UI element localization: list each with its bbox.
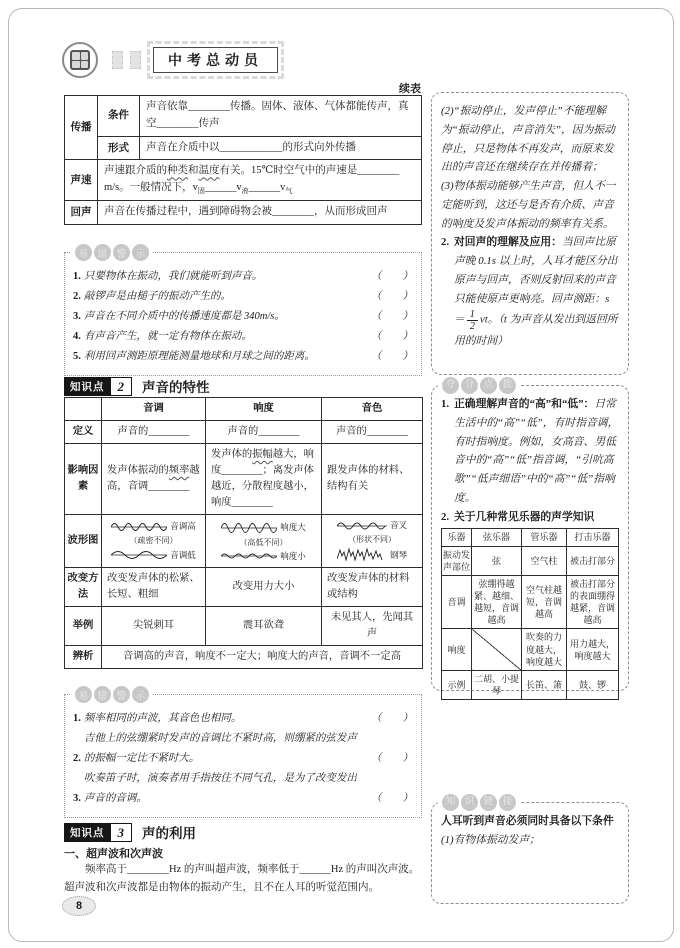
speed-l2-t1: m/s。一般情况下，v bbox=[104, 182, 198, 194]
item-number: 1. bbox=[441, 398, 450, 410]
waveform-timbre-cell bbox=[322, 514, 423, 567]
quiz-item-number: 3. bbox=[73, 310, 81, 322]
row-label-factors: 影响因素 bbox=[65, 443, 102, 514]
badge-char: 示 bbox=[132, 244, 149, 261]
quiz-item-text: 声音在不同介质中的传播速度都是 340m/s。 bbox=[83, 310, 285, 322]
quiz-item bbox=[73, 287, 413, 307]
badge-char: 知 bbox=[442, 794, 459, 811]
quiz-item-text: 只要物体在振动，我们就能听到声音。 bbox=[83, 271, 263, 282]
kp-title: 声音的特性 bbox=[142, 380, 210, 395]
page-title: 中考总动员 bbox=[153, 47, 278, 73]
waveform-pitch-cell bbox=[102, 514, 206, 567]
badge-char: 易 bbox=[75, 244, 92, 261]
wave-note: （疏密不同） bbox=[129, 535, 178, 545]
col-header-string: 弦乐器 bbox=[472, 529, 522, 546]
instruments-table bbox=[441, 528, 619, 700]
badge-char: 错 bbox=[94, 244, 111, 261]
table-row bbox=[65, 136, 422, 160]
row-label-loudness: 响度 bbox=[442, 629, 472, 670]
table-row bbox=[65, 160, 422, 201]
col-header-percussion: 打击乐器 bbox=[567, 529, 619, 546]
quiz1-badge-icon bbox=[71, 244, 153, 261]
fraction-one-half bbox=[467, 309, 478, 333]
item-title: 正确理解声音的“高”和“低”： bbox=[454, 398, 595, 410]
analysis-text: 音调高的声音，响度不一定大；响度大的声音，音调不一定高 bbox=[102, 645, 423, 668]
note-point-3: (3)物体振动能够产生声音，但人不一定能听到，这还与是否有介质、声音的响度及发声体振动的频率有关系。 bbox=[441, 180, 616, 230]
speed-text bbox=[98, 160, 422, 201]
item-number: 2. bbox=[441, 510, 450, 523]
table-row bbox=[65, 201, 422, 225]
row-label-speed: 声速 bbox=[65, 160, 98, 201]
factors-timbre: 跟发声体的材料、结构有关 bbox=[322, 443, 423, 514]
answer-parentheses: （ ） bbox=[371, 350, 413, 362]
badge-char: 拨 bbox=[499, 377, 516, 394]
cell: 用力越大，响度越大 bbox=[567, 629, 619, 670]
quiz-item-number: 3. bbox=[73, 792, 81, 804]
row-label-example: 示例 bbox=[442, 670, 472, 699]
row-label-change-method: 改变方法 bbox=[65, 568, 102, 607]
kp-badge: 知识点 bbox=[64, 377, 111, 396]
note-point-2: (2)“振动停止，发声停止”不能理解为“振动停止，声音消失”，因为振动停止，只是物体不再发声，而原来发出的声音还在继续存在并传播着； bbox=[441, 105, 615, 174]
quiz-item-text: 吉他上的弦绷紧时发声的音调比不紧时高，则绷紧的弦发声的振幅一定比不紧时大。 bbox=[83, 732, 357, 764]
item-title: 对回声的理解及应用： bbox=[454, 236, 562, 249]
quiz-item bbox=[73, 709, 413, 729]
sound-characteristics-table bbox=[64, 397, 423, 669]
wave-note: （形状不同） bbox=[348, 534, 396, 544]
quiz-item-number: 2. bbox=[73, 290, 81, 302]
quiz-item-text: 有声音产生，就一定有物体在振动。 bbox=[83, 330, 252, 342]
badge-char: 点 bbox=[480, 377, 497, 394]
speed-l2-t2: ______v bbox=[204, 182, 242, 194]
publisher-logo-icon bbox=[62, 42, 98, 78]
speed-seg1: 声速跟介质的 bbox=[104, 165, 167, 177]
table-row bbox=[442, 670, 619, 699]
quiz-item-number: 5. bbox=[73, 350, 81, 362]
high-pitch-wave-icon bbox=[111, 519, 167, 535]
example-loudness: 震耳欲聋 bbox=[206, 607, 322, 646]
soft-wave-icon bbox=[221, 549, 277, 563]
quiz-item bbox=[73, 729, 413, 769]
badge-char: 错 bbox=[94, 686, 111, 703]
ultrasound-paragraph: 频率高于________Hz 的声叫超声波，频率低于______Hz 的声叫次声波。超声波和次声波都是由物体的振动产生，且不在人耳的听觉范围内。 bbox=[64, 864, 420, 894]
change-loudness: 改变用力大小 bbox=[206, 568, 322, 607]
wave-label: 音叉 bbox=[389, 520, 407, 531]
knowledge-point-2-heading bbox=[64, 376, 210, 396]
echo-note-item bbox=[441, 233, 619, 350]
diagonal-slash-cell bbox=[472, 629, 522, 670]
cell: 鼓、锣 bbox=[567, 670, 619, 699]
echo-text-a: 当回声比原声晚 0.1s 以上时，人耳才能区分出原声与回声，否则反射回来的声音只能使原声更响亮。回声测距：s＝ bbox=[454, 236, 618, 326]
col-header-timbre: 音色 bbox=[322, 398, 423, 421]
table-row bbox=[65, 96, 422, 137]
table-row bbox=[65, 645, 423, 668]
echo-text-b: vt。（t 为声音从发出到返回所用的时间） bbox=[454, 313, 618, 348]
badge-char: 夺 bbox=[442, 377, 459, 394]
sub-label-condition: 条件 bbox=[98, 96, 140, 137]
quiz-item bbox=[73, 347, 413, 367]
factors-pitch-em: 频率 bbox=[168, 464, 190, 476]
row-label-propagation: 传播 bbox=[65, 96, 98, 160]
page-number-badge: 8 bbox=[62, 896, 96, 916]
cell: 被击打部分的表面绷得越紧，音调越高 bbox=[567, 575, 619, 629]
corner-cell: 乐器 bbox=[442, 529, 472, 546]
col-header-loudness: 响度 bbox=[206, 398, 322, 421]
echo-note-body bbox=[454, 233, 619, 350]
tips-item-1 bbox=[441, 395, 619, 508]
knowledge-link-box bbox=[431, 796, 629, 904]
quiz-item-text: 频率相同的声波，其音色也相同。 bbox=[83, 713, 242, 724]
cell: 二胡、小提琴 bbox=[472, 670, 522, 699]
link-item-1: (1)有物体振动发声； bbox=[441, 833, 540, 846]
scoring-tips-box bbox=[431, 379, 629, 697]
cell: 弦 bbox=[472, 546, 522, 575]
factors-loudness bbox=[206, 443, 322, 514]
true-false-quiz-1 bbox=[64, 248, 422, 376]
quiz-item-number: 1. bbox=[73, 713, 81, 724]
kp-badge: 知识点 bbox=[64, 823, 111, 842]
condition-text: 声音依靠________传播。固体、液体、气体都能传声，真空________传声 bbox=[140, 96, 422, 137]
table-row bbox=[65, 607, 423, 646]
factors-loudness-seg: 发声体的 bbox=[211, 448, 253, 460]
kp-title: 声的利用 bbox=[142, 826, 196, 841]
table-row bbox=[65, 514, 423, 567]
speed-line2 bbox=[104, 180, 415, 197]
wave-label: 钢琴 bbox=[389, 549, 407, 560]
row-label-waveform: 波形图 bbox=[65, 514, 102, 567]
badge-char: 链 bbox=[480, 794, 497, 811]
factors-pitch bbox=[102, 443, 206, 514]
wave-label: 音调高 bbox=[170, 521, 196, 532]
definition-pitch: 声音的________ bbox=[102, 420, 206, 443]
piano-wave-icon bbox=[337, 546, 387, 564]
cell: 空气柱越短，音调越高 bbox=[522, 575, 567, 629]
table-row bbox=[65, 568, 423, 607]
speed-sub-solid: 固 bbox=[197, 187, 205, 196]
speed-sub-liquid: 液 bbox=[241, 187, 249, 196]
answer-parentheses: （ ） bbox=[371, 310, 413, 322]
example-pitch: 尖锐刺耳 bbox=[102, 607, 206, 646]
change-timbre: 改变发声体的材料或结构 bbox=[322, 568, 423, 607]
tuning-fork-wave-icon bbox=[337, 518, 387, 534]
wave-label: 音调低 bbox=[170, 549, 196, 560]
form-text: 声音在介质中以____________的形式向外传播 bbox=[140, 136, 422, 160]
knowledge-point-3-heading bbox=[64, 822, 196, 842]
row-label-definition: 定义 bbox=[65, 420, 102, 443]
answer-parentheses: （ ） bbox=[371, 713, 413, 724]
sub-label-form: 形式 bbox=[98, 136, 140, 160]
kp-number: 2 bbox=[111, 377, 133, 396]
badge-char: 警 bbox=[113, 686, 130, 703]
waveform-loudness-cell bbox=[206, 514, 322, 567]
table-row bbox=[442, 575, 619, 629]
badge-char: 识 bbox=[461, 794, 478, 811]
side-note-continuation bbox=[431, 92, 629, 375]
speed-seg3: 有关。15℃时空气中的声速是________ bbox=[219, 165, 400, 177]
change-pitch: 改变发声体的松紧、长短、粗细 bbox=[102, 568, 206, 607]
row-label-pitch: 音调 bbox=[442, 575, 472, 629]
table-row bbox=[65, 443, 423, 514]
quiz-item bbox=[73, 267, 413, 287]
table-header-row bbox=[65, 398, 423, 421]
quiz-item bbox=[73, 327, 413, 347]
speed-em1: 种类 bbox=[167, 165, 188, 177]
continued-table-label: 续表 bbox=[399, 83, 421, 95]
subsection-heading: 一、超声波和次声波 bbox=[64, 848, 163, 860]
cell: 吹奏的力度越大，响度越大 bbox=[522, 629, 567, 670]
table-row bbox=[442, 629, 619, 670]
quiz-item-text: 敲锣声是由槌子的振动产生的。 bbox=[83, 290, 231, 302]
factors-pitch-seg: 越高，音调________ bbox=[107, 464, 200, 492]
badge-char: 警 bbox=[113, 244, 130, 261]
cell: 空气柱 bbox=[522, 546, 567, 575]
answer-parentheses: （ ） bbox=[371, 271, 413, 282]
cell: 长笛、箫 bbox=[522, 670, 567, 699]
fraction-denominator: 2 bbox=[469, 320, 475, 332]
quiz-item-number: 1. bbox=[73, 271, 81, 282]
answer-parentheses: （ ） bbox=[371, 290, 413, 302]
speed-sub-gas: 气 bbox=[285, 187, 293, 196]
badge-char: 示 bbox=[132, 686, 149, 703]
table-row bbox=[442, 546, 619, 575]
factors-pitch-seg: 发声体振动的 bbox=[107, 464, 169, 476]
link-badge-icon bbox=[438, 794, 520, 811]
answer-parentheses: （ ） bbox=[371, 792, 413, 804]
definition-timbre: 声音的________ bbox=[322, 420, 423, 443]
row-label-analysis: 辨析 bbox=[65, 645, 102, 668]
propagation-table bbox=[64, 95, 422, 225]
answer-parentheses: （ ） bbox=[371, 752, 413, 764]
cell: 弦绷得越紧、越细、越短，音调越高 bbox=[472, 575, 522, 629]
wave-note: （高低不同） bbox=[239, 537, 288, 547]
quiz-item-number: 2. bbox=[73, 752, 81, 764]
speed-em2: 温度 bbox=[198, 165, 220, 177]
true-false-quiz-2 bbox=[64, 690, 422, 818]
echo-text: 声音在传播过程中，遇到障碍物会被________，从而形成回声 bbox=[98, 201, 422, 225]
quiz-item-text: 吹奏笛子时，演奏者用手指按住不同气孔，是为了改变发出声音的音调。 bbox=[83, 772, 357, 804]
link-title: 人耳听到声音必须同时具备以下条件 bbox=[441, 815, 614, 827]
example-timbre: 未见其人，先闻其声 bbox=[322, 607, 423, 646]
row-label-vibrating-part: 振动发声部位 bbox=[442, 546, 472, 575]
page-header bbox=[62, 42, 422, 78]
badge-char: 接 bbox=[499, 794, 516, 811]
quiz-item-number: 4. bbox=[73, 330, 81, 342]
item-number: 2. bbox=[441, 236, 450, 249]
speed-seg2: 和 bbox=[188, 165, 199, 177]
factors-loudness-em: 振幅 bbox=[252, 448, 273, 460]
wave-label: 响度小 bbox=[280, 550, 306, 561]
quiz2-badge-icon bbox=[71, 686, 153, 703]
speed-l2-t3: ______v bbox=[248, 182, 286, 194]
answer-parentheses: （ ） bbox=[371, 330, 413, 342]
col-header-wind: 管乐器 bbox=[522, 529, 567, 546]
tips-item-1-text: 日常生活中的“高”“低”，有时指音调，有时指响度。例如，女高音、男低音中的“高”“低”指音调，“引吭高歌”“低声细语”中的“高”“低”指响度。 bbox=[454, 398, 619, 504]
definition-loudness: 声音的________ bbox=[206, 420, 322, 443]
row-label-echo: 回声 bbox=[65, 201, 98, 225]
tips-item-2 bbox=[441, 508, 619, 527]
item-title: 关于几种常见乐器的声学知识 bbox=[454, 510, 595, 523]
quiz-item bbox=[73, 769, 413, 809]
table-row bbox=[65, 420, 423, 443]
low-pitch-wave-icon bbox=[111, 547, 167, 563]
tips-item-1-body bbox=[454, 395, 619, 508]
row-label-example: 举例 bbox=[65, 607, 102, 646]
kp-number: 3 bbox=[111, 823, 133, 842]
badge-char: 分 bbox=[461, 377, 478, 394]
table-header-row bbox=[442, 529, 619, 546]
corner-cell bbox=[65, 398, 102, 421]
quiz-item-text: 利用回声测距原理能测量地球和月球之间的距离。 bbox=[83, 350, 315, 362]
cell: 被击打部分 bbox=[567, 546, 619, 575]
col-header-pitch: 音调 bbox=[102, 398, 206, 421]
loud-wave-icon bbox=[221, 519, 277, 537]
factors-loudness-seg: 越大，响度________；离发声体越近，分散程度越小，响度________ bbox=[211, 448, 314, 508]
wave-label: 响度大 bbox=[280, 522, 306, 533]
tips-badge-icon bbox=[438, 377, 520, 394]
header-decoration bbox=[112, 51, 141, 69]
quiz-item bbox=[73, 307, 413, 327]
badge-char: 易 bbox=[75, 686, 92, 703]
fraction-numerator: 1 bbox=[467, 309, 478, 321]
